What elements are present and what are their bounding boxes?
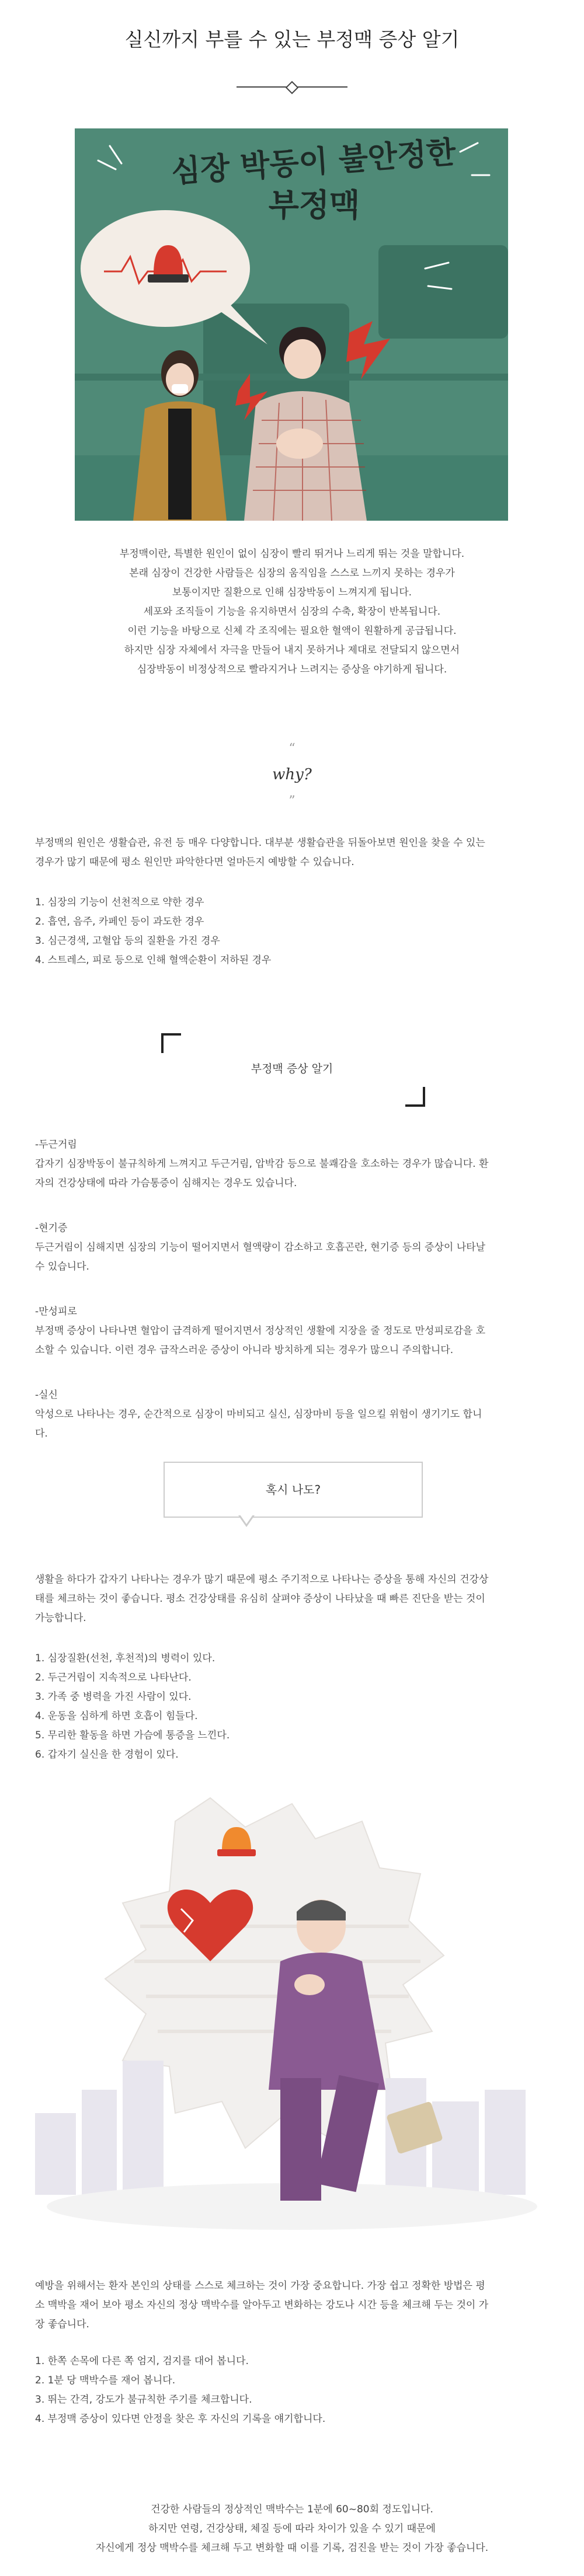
checklist-item: 2. 두근거림이 지속적으로 나타난다. (35, 1672, 192, 1683)
causes-text-line: 부정맥의 원인은 생활습관, 유전 등 매우 다양합니다. 대부분 생활습관을 뒤돌아보면 원인을 찾을 수 있는 (35, 837, 485, 849)
prevention-text: 장 좋습니다. (35, 2319, 89, 2330)
divider-diamond (286, 81, 299, 95)
symptom-text: 다. (35, 1428, 48, 1439)
symptom-name: -실신 (35, 1389, 58, 1401)
maybe-me-text: 생활을 하다가 갑자기 나타나는 경우가 많기 때문에 평소 주기적으로 나타나는 증상을 통해 자신의 건강상 (35, 1574, 489, 1585)
symptom-name: -현기증 (35, 1222, 68, 1234)
intro-line: 세포와 조직들이 기능을 유지하면서 심장의 수축, 확장이 반복됩니다. (143, 606, 441, 618)
cause-item: 2. 흡연, 음주, 카페인 등이 과도한 경우 (35, 916, 204, 928)
closing-line: 하지만 연령, 건강상태, 체질 등에 따라 차이가 있을 수 있기 때문에 (148, 2523, 436, 2535)
page-title: 실신까지 부를 수 있는 부정맥 증상 알기 (124, 28, 460, 51)
intro-line: 보통이지만 질환으로 인해 심장박동이 느껴지게 됩니다. (172, 587, 412, 598)
symptom-text: 두근거림이 심해지면 심장의 기능이 떨어지면서 혈액량이 감소하고 호흡곤란, 현기증 등의 증상이 나타날 (35, 1242, 485, 1253)
maybe-me-text: 태를 체크하는 것이 좋습니다. 평소 건강상태를 유심히 살펴야 증상이 나타났을 때 빠른 진단을 받는 것이 (35, 1593, 485, 1605)
checklist-item: 4. 운동을 심하게 하면 호흡이 힘들다. (35, 1710, 198, 1722)
symptom-text: 소할 수 있습니다. 이런 경우 급작스러운 증상이 아니라 방치하게 되는 경우가 많으니 주의합니다. (35, 1344, 454, 1356)
symptom-name: -만성피로 (35, 1306, 77, 1317)
symptom-item (35, 1302, 561, 1360)
hero-headline-line1: 심장 박동이 불안정한 (170, 135, 457, 190)
prevention-item: 1. 한쪽 손목에 다른 쪽 엄지, 검지를 대어 봅니다. (35, 2355, 249, 2367)
prevention-section (35, 2277, 561, 2429)
hero-headline-line2: 부정맥 (268, 187, 360, 224)
prevention-text: 예방을 위해서는 환자 본인의 상태를 스스로 체크하는 것이 가장 중요합니다. 가장 쉽고 정확한 방법은 평 (35, 2280, 485, 2292)
why-label: why? (272, 766, 312, 783)
intro-line: 본래 심장이 건강한 사람들은 심장의 움직임을 스스로 느끼지 못하는 경우가 (129, 567, 455, 579)
checklist-item: 5. 무리한 활동을 하면 가슴에 통증을 느낀다. (35, 1730, 230, 1741)
symptom-item (35, 1219, 561, 1277)
symptom-text: 수 있습니다. (35, 1261, 89, 1273)
chest-pain-illustration (35, 1786, 549, 2247)
symptom-text: 악성으로 나타나는 경우, 순간적으로 심장이 마비되고 실신, 심장마비 등을 일으킬 위험이 생기기도 합니 (35, 1409, 482, 1420)
checklist-item: 1. 심장질환(선천, 후천적)의 병력이 있다. (35, 1653, 215, 1664)
closing-line: 자신에게 정상 맥박수를 체크해 두고 변화할 때 이를 기록, 검진을 받는 것이 가장 좋습니다. (95, 2542, 489, 2554)
closing-line: 건강한 사람들의 정상적인 맥박수는 1분에 60~80회 정도입니다. (151, 2504, 433, 2515)
symptom-item (35, 1386, 561, 1444)
causes-text-line: 경우가 많기 때문에 평소 원인만 파악한다면 얼마든지 예방할 수 있습니다. (35, 856, 354, 868)
checklist-item: 3. 가족 중 병력을 가진 사람이 있다. (35, 1691, 192, 1703)
maybe-me-section (35, 1570, 561, 1765)
intro-line: 이런 기능을 바탕으로 신체 각 조직에는 필요한 혈액이 원활하게 공급됩니다. (127, 625, 457, 637)
intro-line: 심장박동이 비정상적으로 빨라지거나 느려지는 증상을 야기하게 됩니다. (137, 664, 447, 675)
cause-item: 4. 스트레스, 피로 등으로 인해 혈액순환이 저하된 경우 (35, 954, 272, 966)
closing-paragraph (0, 2500, 584, 2558)
symptoms-list (35, 1135, 561, 1444)
symptoms-heading: 부정맥 증상 알기 (251, 1062, 333, 1075)
cause-item: 3. 심근경색, 고혈압 등의 질환을 가진 경우 (35, 935, 220, 947)
symptom-text: 갑자기 심장박동이 불규칙하게 느껴지고 두근거림, 압박감 등으로 불쾌감을 호소하는 경우가 많습니다. 환 (35, 1158, 489, 1170)
prevention-text: 소 맥박을 재어 보아 평소 자신의 정상 맥박수를 알아두고 변화하는 강도나 시간 등을 체크해 두는 것이 가 (35, 2299, 489, 2311)
checklist-item: 6. 갑자기 실신을 한 경험이 있다. (35, 1749, 179, 1761)
intro-paragraph (0, 545, 584, 679)
hero-illustration (75, 128, 508, 521)
bracket-top-left (161, 1033, 181, 1053)
bracket-bottom-right (405, 1087, 425, 1107)
maybe-me-text: 가능합니다. (35, 1612, 86, 1624)
symptom-text: 부정맥 증상이 나타나면 혈압이 급격하게 떨어지면서 정상적인 생활에 지장을 줄 정도로 만성피로감을 호 (35, 1325, 485, 1337)
maybe-me-heading: 혹시 나도? (265, 1483, 321, 1497)
symptom-text: 자의 건강상태에 따라 가슴통증이 심해지는 경우도 있습니다. (35, 1177, 297, 1189)
intro-line: 하지만 심장 자체에서 자극을 만들어 내지 못하거나 제대로 전달되지 않으면서 (124, 644, 460, 656)
prevention-item: 4. 부정맥 증상이 있다면 안정을 찾은 후 자신의 기록을 얘기합니다. (35, 2413, 326, 2425)
causes-section (35, 834, 561, 970)
why-open-quote: “ (288, 741, 296, 756)
symptom-name: -두근거림 (35, 1139, 77, 1151)
cause-item: 1. 심장의 기능이 선천적으로 약한 경우 (35, 897, 204, 908)
intro-line: 부정맥이란, 특별한 원인이 없이 심장이 빨리 뛰거나 느리게 뛰는 것을 말합니다. (119, 548, 465, 560)
maybe-me-box (164, 1462, 423, 1518)
why-close-quote: ” (288, 794, 296, 808)
symptom-item (35, 1135, 561, 1193)
prevention-item: 3. 뛰는 간격, 강도가 불규칙한 주기를 체크합니다. (35, 2394, 252, 2406)
prevention-item: 2. 1분 당 맥박수를 재어 봅니다. (35, 2375, 176, 2386)
maybe-me-box-tail-inner (240, 1515, 253, 1524)
